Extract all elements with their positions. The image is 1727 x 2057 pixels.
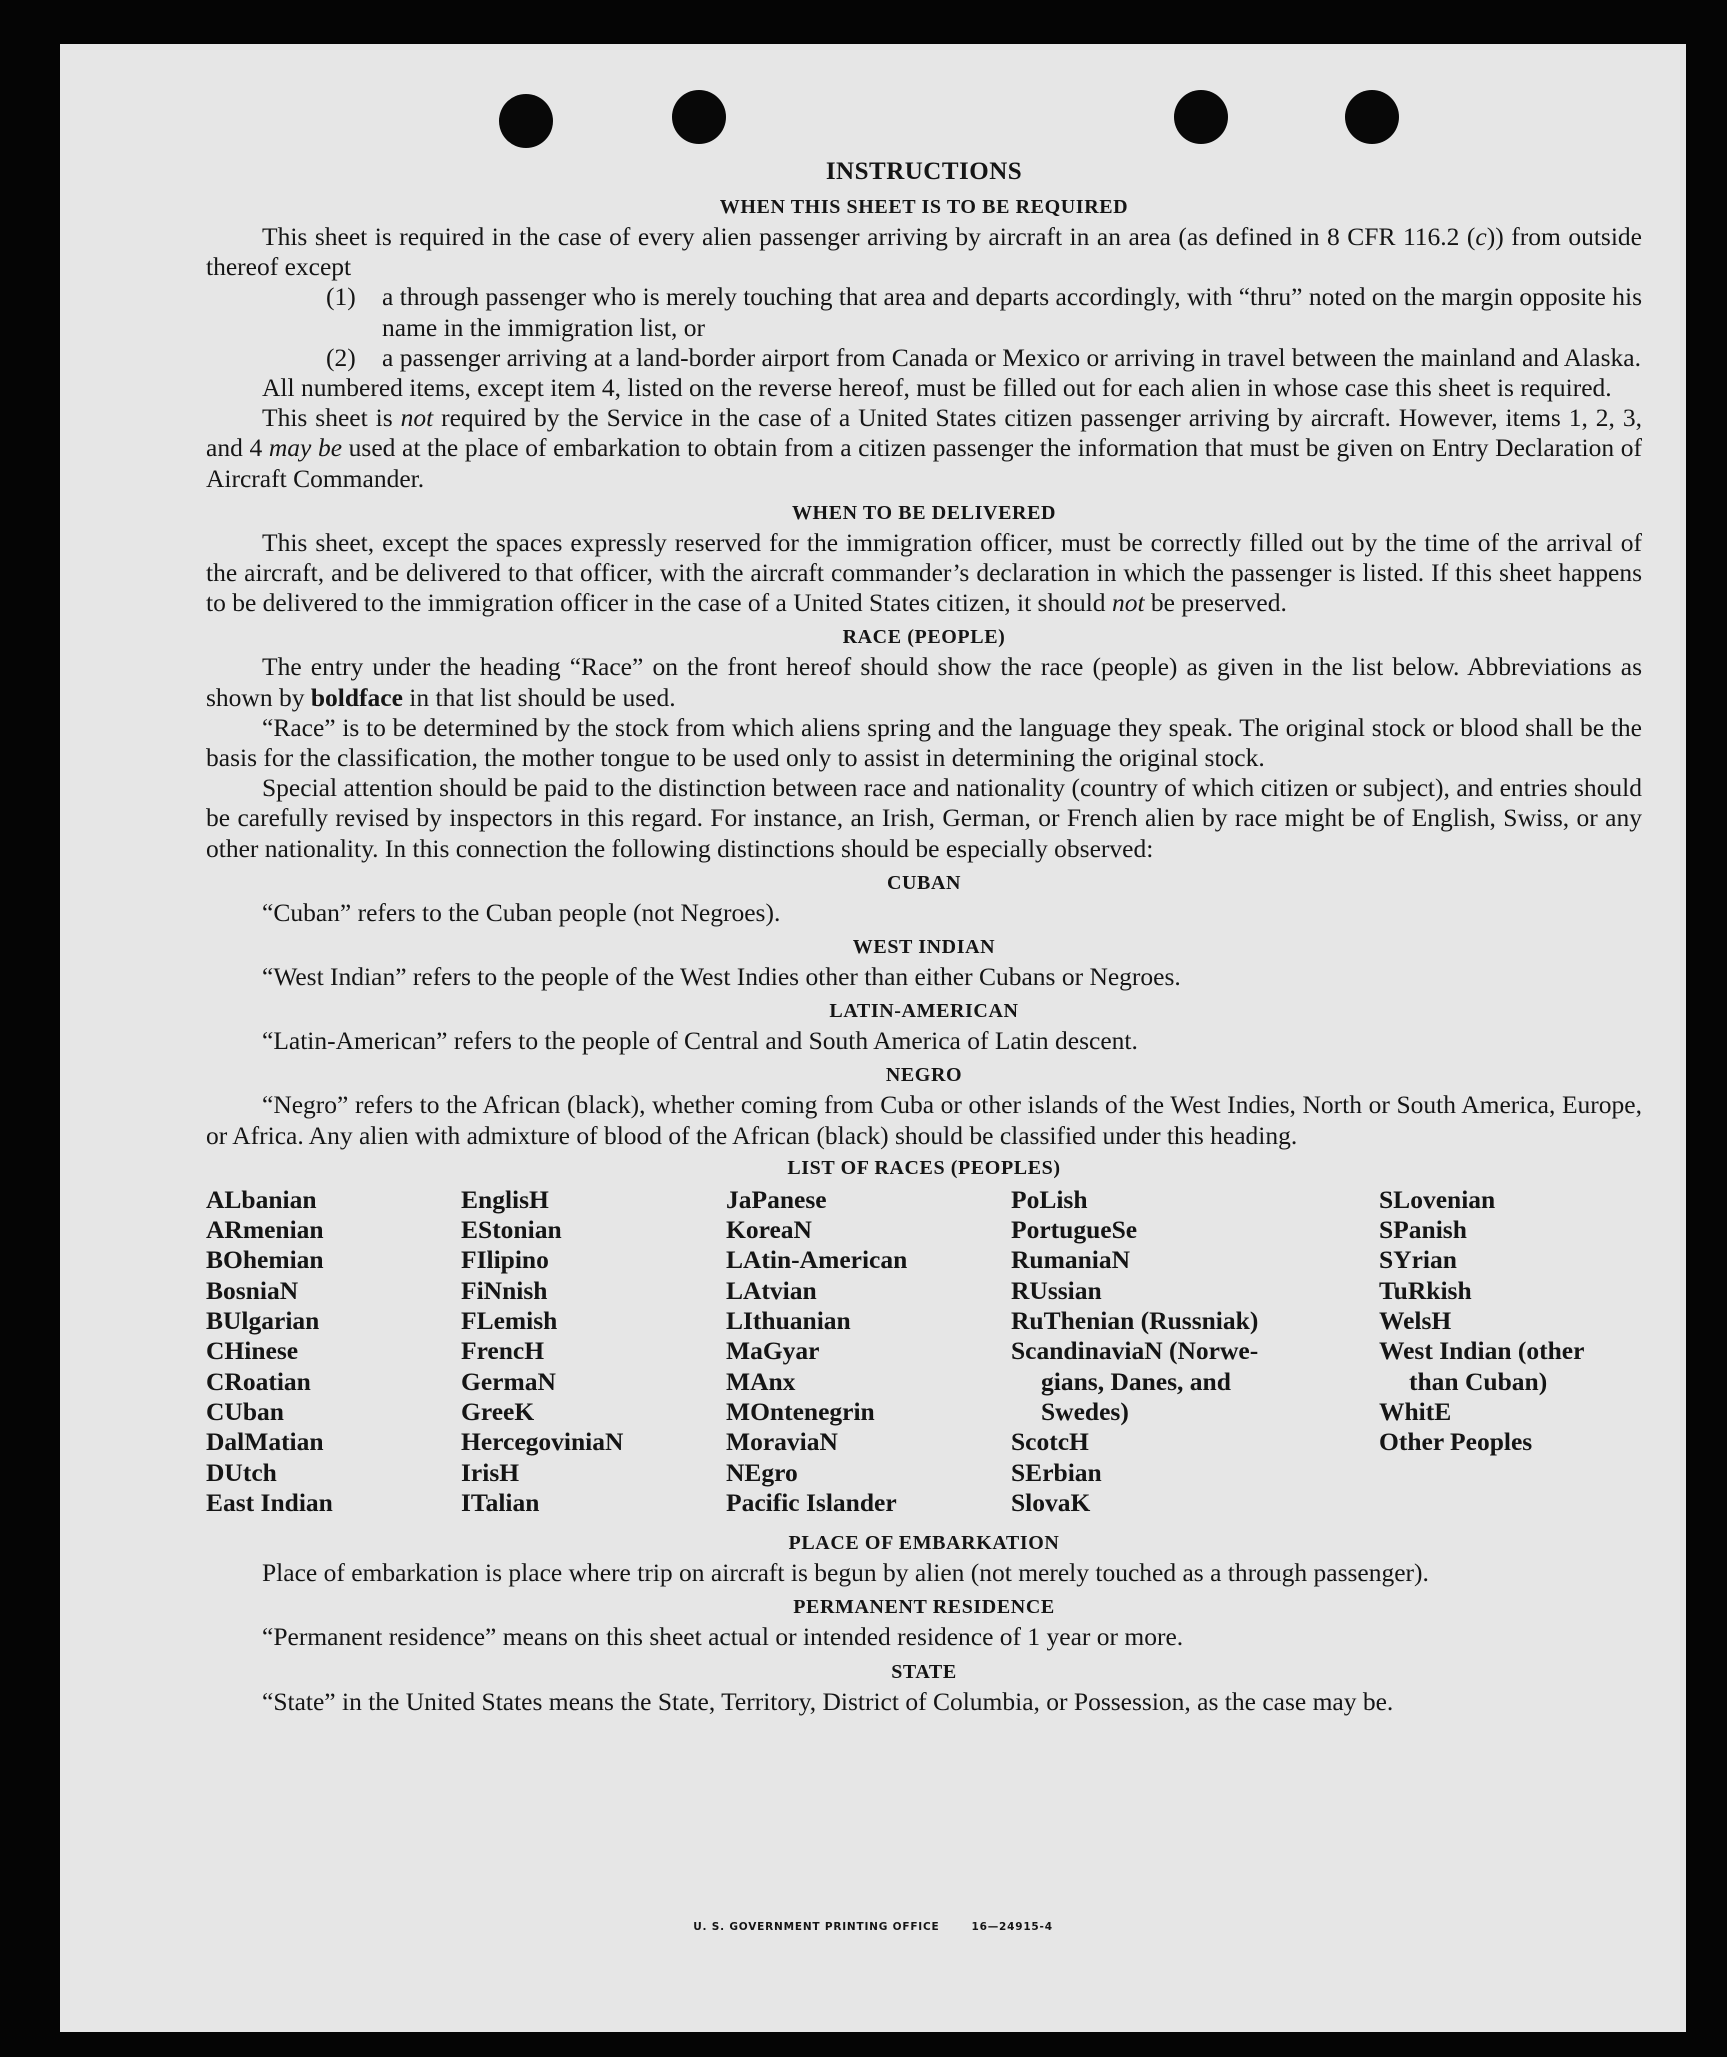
paragraph: Special attention should be paid to the distinction between race and nationality (country of which citizen or subject), and entries should be carefully revised by inspectors in this regard. For instance, an Irish, German, or French alien by race might be of English, Swiss, or any other nationality. In this connection the following distinctions should be especially observed: (206, 773, 1642, 863)
race-entry: SErbian (1011, 1457, 1102, 1487)
paragraph: “Cuban” refers to the Cuban people (not Negroes). (262, 897, 781, 927)
race-entry: ScandinaviaN (Norwe- (1011, 1336, 1259, 1366)
section-heading-latin-american: LATIN-AMERICAN (829, 1000, 1019, 1023)
race-entry: TuRkish (1379, 1275, 1472, 1305)
form-code: 16—24915-4 (971, 1921, 1053, 1933)
race-entry: RumaniaN (1011, 1245, 1131, 1275)
race-entry: BosniaN (206, 1275, 299, 1305)
races-column (726, 1185, 1011, 1518)
race-entry: BOhemian (206, 1245, 324, 1275)
race-entry: Pacific Islander (726, 1487, 897, 1517)
race-entry: BUlgarian (206, 1306, 320, 1336)
race-entry: than Cuban) (1409, 1366, 1548, 1396)
races-column (206, 1185, 461, 1518)
bold-text: boldface (310, 682, 403, 712)
text: This sheet is required in the case of every alien passenger arriving by aircraft in an area (as defined in 8 CFR 116.2 ( (262, 222, 1476, 251)
section-heading-state: STATE (891, 1660, 957, 1683)
numbered-item (326, 343, 1642, 373)
text: This sheet is (262, 403, 401, 433)
race-entry: Swedes) (1041, 1396, 1129, 1426)
race-entry: PoLish (1011, 1184, 1088, 1214)
race-entry: ITalian (461, 1487, 540, 1517)
race-entry: LAtvian (726, 1275, 817, 1305)
numbered-item (326, 282, 1642, 342)
paragraph: “Negro” refers to the African (black), whether coming from Cuba or other islands of the West Indies, North or South America, Europe, or Africa. Any alien with admixture of blood of the African (black) should be classified under this heading. (206, 1090, 1642, 1150)
italic-text: may be (268, 433, 343, 463)
race-entry: PortugueSe (1011, 1215, 1138, 1245)
race-entry: MoraviaN (726, 1427, 838, 1457)
paragraph: “West Indian” refers to the people of the West Indies other than either Cubans or Negroes. (262, 962, 1181, 992)
punch-hole (1345, 90, 1399, 144)
paragraph (206, 403, 1642, 494)
race-entry: MOntenegrin (726, 1396, 875, 1426)
race-entry: HercegoviniaN (461, 1427, 624, 1457)
race-entry: KoreaN (726, 1215, 812, 1245)
section-heading-delivered: WHEN TO BE DELIVERED (791, 501, 1057, 524)
race-entry: FIlipino (461, 1245, 549, 1275)
race-entry: EnglisH (461, 1184, 549, 1214)
race-entry: CRoatian (206, 1366, 311, 1396)
race-entry: SLovenian (1379, 1184, 1496, 1214)
text: used at the place of embarkation to obtain from a citizen passenger the information that must be given on Entry Declaration of Aircraft Commander. (206, 433, 1642, 493)
race-entry: JaPanese (726, 1184, 827, 1214)
paragraph: “Latin-American” refers to the people of Central and South America of Latin descent. (262, 1026, 1138, 1056)
text: )) from outside thereof except (206, 222, 1642, 282)
printer-imprint (60, 1921, 1686, 1933)
section-heading-embarkation: PLACE OF EMBARKATION (788, 1532, 1060, 1555)
paragraph: “Permanent residence” means on this sheet actual or intended residence of 1 year or more. (262, 1622, 1184, 1652)
race-entry: GermaN (461, 1366, 556, 1396)
race-entry: WelsH (1379, 1306, 1452, 1336)
race-entry: ARmenian (206, 1215, 324, 1245)
item-text: a through passenger who is merely touching that area and departs accordingly, with “thru” noted on the margin opposite his name in the immigration list, or (382, 282, 1642, 342)
section-heading-cuban: CUBAN (886, 871, 962, 894)
italic-text: not (1111, 588, 1145, 618)
races-column (1011, 1185, 1379, 1518)
punch-hole (499, 94, 553, 148)
race-entry: RuThenian (Russniak) (1011, 1306, 1259, 1336)
paragraph: “Race” is to be determined by the stock from which aliens spring and the language they speak. The original stock or blood shall be the basis for the classification, the mother tongue to be used only to assist in determining the original stock. (206, 712, 1642, 773)
paragraph: Place of embarkation is place where trip on aircraft is begun by alien (not merely touched as a through passenger). (262, 1558, 1429, 1588)
race-entry: CUban (206, 1396, 284, 1426)
punch-hole (1174, 90, 1228, 144)
race-entry: FLemish (461, 1306, 558, 1336)
race-entry: West Indian (other (1379, 1336, 1585, 1366)
race-entry: SPanish (1379, 1215, 1467, 1245)
section-heading-west-indian: WEST INDIAN (852, 936, 996, 959)
race-entry: MaGyar (726, 1336, 820, 1366)
race-entry: WhitE (1379, 1396, 1452, 1426)
race-entry: GreeK (461, 1396, 535, 1426)
race-entry: FrencH (461, 1336, 545, 1366)
race-entry: SlovaK (1011, 1487, 1091, 1517)
item-text: a passenger arriving at a land-border airport from Canada or Mexico or arriving in travel between the mainland and Alaska. (382, 342, 1641, 372)
text: This sheet, except the spaces expressly reserved for the immigration officer, must be correctly filled out by the time of the arrival of the aircraft, and be delivered to that officer, with the aircraft commander’s declaration in which the passenger is listed. If this sheet happens to be delivered to the immigration officer in the case of a United States citizen, it should (206, 527, 1642, 618)
document-page (60, 44, 1686, 2032)
section-heading-negro: NEGRO (885, 1064, 963, 1087)
race-entry: SYrian (1379, 1245, 1457, 1275)
race-entry: CHinese (206, 1336, 299, 1366)
race-entry: East Indian (206, 1487, 333, 1517)
section-heading-list-of-races: LIST OF RACES (PEOPLES) (787, 1156, 1061, 1179)
paragraph: All numbered items, except item 4, listed on the reverse hereof, must be filled out for each alien in whose case this sheet is required. (262, 373, 1612, 403)
section-heading-required: WHEN THIS SHEET IS TO BE REQUIRED (719, 196, 1129, 218)
italic-text: c (1475, 222, 1487, 251)
paragraph (206, 652, 1642, 712)
instructions-body (206, 156, 1642, 1717)
race-entry: NEgro (726, 1457, 798, 1487)
item-number: (1) (326, 282, 356, 312)
page-title: INSTRUCTIONS (825, 158, 1023, 185)
races-column (1379, 1185, 1639, 1518)
paragraph: “State” in the United States means the State, Territory, District of Columbia, or Possession, as the case may be. (262, 1686, 1394, 1716)
race-entry: ALbanian (206, 1184, 317, 1214)
race-entry: Other Peoples (1379, 1427, 1533, 1457)
race-entry: DalMatian (206, 1427, 324, 1457)
race-entry: ScotcH (1011, 1427, 1089, 1457)
text: The entry under the heading “Race” on the front hereof should show the race (people) as given in the list below. Abbreviations as shown by (206, 652, 1642, 712)
race-entry: IrisH (461, 1457, 520, 1487)
text: be preserved. (1144, 588, 1287, 618)
section-heading-race: RACE (PEOPLE) (842, 626, 1006, 649)
section-heading-residence: PERMANENT RESIDENCE (793, 1596, 1055, 1619)
race-entry: FiNnish (461, 1275, 548, 1305)
paragraph (206, 222, 1642, 282)
item-number: (2) (326, 342, 356, 372)
text: in that list should be used. (402, 682, 676, 712)
italic-text: not (400, 403, 434, 433)
race-entry: gians, Danes, and (1041, 1366, 1231, 1396)
races-column (461, 1185, 726, 1518)
punch-hole (672, 90, 726, 144)
text: required by the Service in the case of a United States citizen passenger arriving by aircraft. However, items 1, 2, 3, and 4 (206, 403, 1642, 463)
race-entry: DUtch (206, 1457, 277, 1487)
printer-name: U. S. GOVERNMENT PRINTING OFFICE (693, 1921, 940, 1933)
race-entry: LAtin-American (726, 1245, 908, 1275)
races-list (206, 1185, 1642, 1518)
paragraph (206, 528, 1642, 619)
race-entry: LIthuanian (726, 1306, 851, 1336)
race-entry: EStonian (461, 1215, 562, 1245)
race-entry: MAnx (726, 1366, 796, 1396)
race-entry: RUssian (1011, 1275, 1102, 1305)
